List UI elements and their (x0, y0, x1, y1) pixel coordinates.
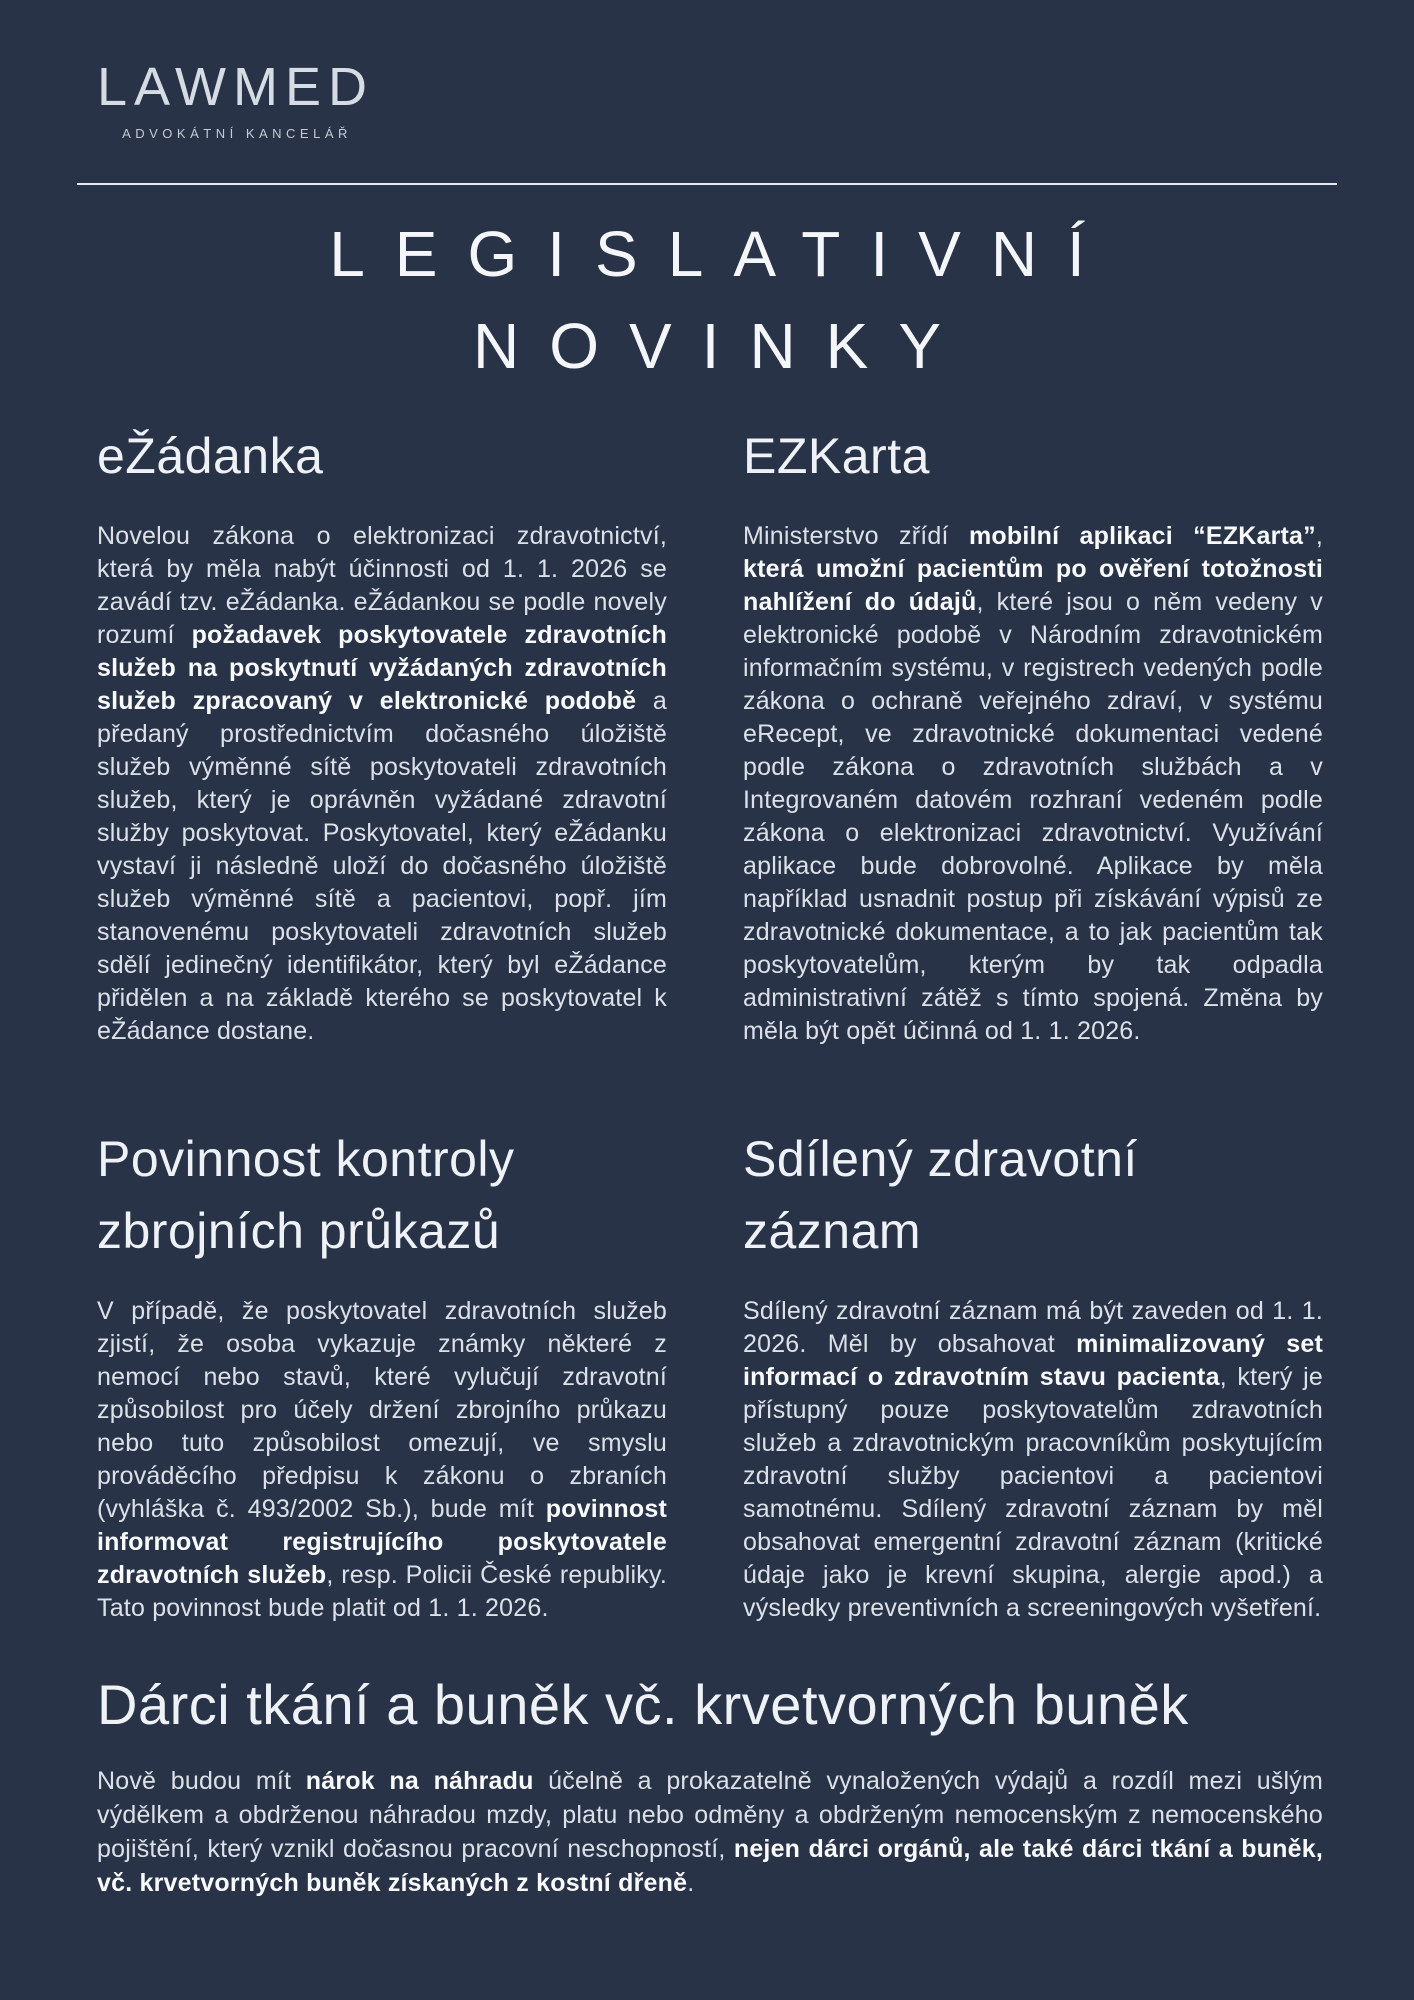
section-darci (97, 1672, 1323, 1900)
section-ezadanka-paragraph: Novelou zákona o elektronizaci zdravotnictví, která by měla nabýt účinnosti od 1. 1. 2026 se zavádí tzv. eŽádanka. eŽádankou se podle novely rozumí požadavek poskytovatele zdravotních služeb na poskytnutí vyžádaných zdravotních služeb zpracovaný v elektronické podobě a předaný prostřednictvím dočasného úložiště služeb výměnné sítě poskytovateli zdravotních služeb, který je oprávněn vyžádané zdravotní služby poskytovat. Poskytovatel, který eŽádanku vystaví ji následně uloží do dočasného úložiště služeb výměnné sítě a pacientovi, popř. jím stanovenému poskytovateli zdravotních služeb sdělí jedinečný identifikátor, který byl eŽádance přidělen a na základě kterého se poskytovatel k eŽádance dostane. (97, 522, 667, 1045)
section-sdileny-zaznam-heading: Sdílený zdravotní záznam (743, 1131, 1138, 1259)
section-sdileny-zaznam (743, 1123, 1323, 1625)
header-divider-line (77, 183, 1337, 185)
page-title (0, 208, 1414, 392)
section-ezkarta-heading: EZKarta (743, 428, 930, 484)
page-title-line1: LEGISLATIVNÍ (329, 218, 1115, 290)
lawmed-logo (97, 56, 377, 141)
section-ezkarta (743, 420, 1323, 1048)
logo-name: LAWMED (97, 57, 375, 117)
section-zbrojni-prukazy-heading: Povinnost kontroly zbrojních průkazů (97, 1131, 515, 1259)
articles-grid (97, 420, 1323, 1625)
section-zbrojni-prukazy-paragraph: V případě, že poskytovatel zdravotních služeb zjistí, že osoba vykazuje známky některé z nemocí nebo stavů, které vylučují zdravotní způsobilost pro účely držení zbrojního průkazu nebo tuto způsobilost omezují, ve smyslu prováděcího předpisu k zákonu o zbraních (vyhláška č. 493/2002 Sb.), bude mít povinnost informovat registrujícího poskytovatele zdravotních služeb, resp. Policii České republiky. Tato povinnost bude platit od 1. 1. 2026. (97, 1297, 667, 1622)
section-ezadanka (97, 420, 667, 1048)
section-ezkarta-paragraph: Ministerstvo zřídí mobilní aplikaci “EZKarta”, která umožní pacientům po ověření totožnosti nahlížení do údajů, které jsou o něm vedeny v elektronické podobě v Národním zdravotnickém informačním systému, v registrech vedených podle zákona o ochraně veřejného zdraví, v systému eRecept, ve zdravotnické dokumentaci vedené podle zákona o zdravotních službách a v Integrovaném datovém rozhraní vedeném podle zákona o elektronizaci zdravotnictví. Využívání aplikace bude dobrovolné. Aplikace by měla například usnadnit postup při získávání výpisů ze zdravotnické dokumentace, a to jak pacientům tak poskytovatelům, kterým by tak odpadla administrativní zátěž s tímto spojená. Změna by měla být opět účinná od 1. 1. 2026. (743, 522, 1323, 1045)
section-darci-paragraph: Nově budou mít nárok na náhradu účelně a prokazatelně vynaložených výdajů a rozdíl mezi ušlým výdělkem a obdrženou náhradou mzdy, platu nebo odměny a obdrženým nemocenským z nemocenského pojištění, který vznikl dočasnou pracovní neschopností, nejen dárci orgánů, ale také dárci tkání a buněk, vč. krvetvorných buněk získaných z kostní dřeně. (97, 1767, 1324, 1897)
logo-subtitle: ADVOKÁTNÍ KANCELÁŘ (122, 126, 352, 141)
page-title-line2: NOVINKY (472, 310, 972, 382)
section-sdileny-zaznam-paragraph: Sdílený zdravotní záznam má být zaveden od 1. 1. 2026. Měl by obsahovat minimalizovaný set informací o zdravotním stavu pacienta, který je přístupný pouze poskytovatelům zdravotních služeb a zdravotnickým pracovníkům poskytujícím zdravotní služby pacientovi a pacientovi samotnému. Sdílený zdravotní záznam by měl obsahovat emergentní zdravotní záznam (kritické údaje jako je krevní skupina, alergie apod.) a výsledky preventivních a screeningových vyšetření. (743, 1297, 1324, 1622)
section-darci-heading: Dárci tkání a buněk vč. krvetvorných buněk (97, 1673, 1189, 1736)
section-ezadanka-heading: eŽádanka (97, 428, 324, 484)
section-zbrojni-prukazy (97, 1123, 667, 1625)
